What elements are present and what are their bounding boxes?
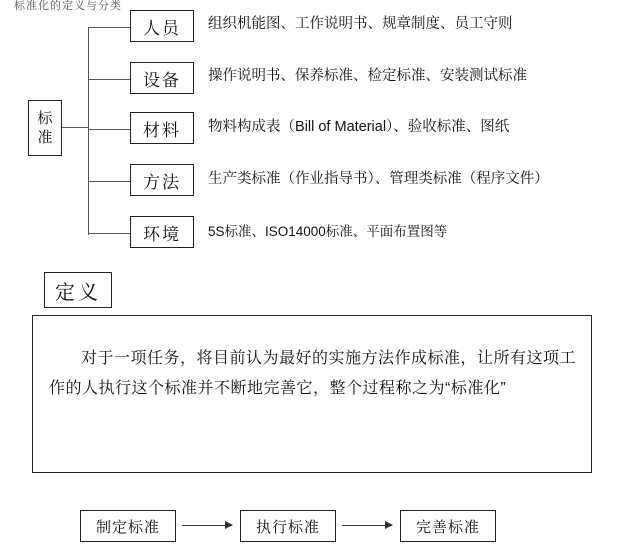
category-label-environment: 环境 [143,224,181,244]
branch-line-5 [88,233,130,234]
flow-step-2 [240,510,336,542]
category-desc-environment: 5S标准、ISO14000标准、平面布置图等 [208,224,448,239]
flow-arrow-2 [342,525,392,526]
definition-body-text: 对于一项任务，将目前认为最好的实施方法作成标准，让所有这项工作的人执行这个标准并不断地完善它，整个过程称之为“标准化” [49,350,577,397]
definition-title-label: 定义 [55,281,101,304]
definition-title-box [44,272,112,308]
definition-body-box [32,315,592,473]
flow-step-1-label: 制定标准 [95,518,160,536]
category-label-equipment: 设备 [143,70,181,90]
category-box-environment [130,216,194,248]
category-label-personnel: 人员 [143,18,181,38]
category-box-personnel [130,10,194,42]
tree-trunk-line [88,27,89,235]
flow-step-3-label: 完善标准 [415,518,480,536]
category-label-material: 材料 [143,120,181,140]
flow-arrow-1 [182,525,232,526]
branch-line-3 [88,129,130,130]
category-desc-material: 物料构成表（Bill of Material）、验收标准、图纸 [208,119,510,135]
category-label-method: 方法 [143,172,181,192]
category-desc-equipment: 操作说明书、保养标准、检定标准、安装测试标准 [208,68,527,84]
category-box-equipment [130,62,194,94]
flow-step-2-label: 执行标准 [255,518,320,536]
category-desc-personnel: 组织机能图、工作说明书、规章制度、员工守则 [208,16,513,32]
category-box-material [130,112,194,144]
root-connector-stub [62,127,88,128]
branch-line-4 [88,181,130,182]
root-node-label: 标准 [37,110,53,146]
flow-step-3 [400,510,496,542]
branch-line-1 [88,27,130,28]
cutoff-heading-text: 标准化的定义与分类 [14,0,122,12]
category-desc-method: 生产类标准（作业指导书）、管理类标准（程序文件） [208,171,549,187]
flow-step-1 [80,510,176,542]
root-node-standard [28,100,62,156]
branch-line-2 [88,79,130,80]
category-box-method [130,164,194,196]
